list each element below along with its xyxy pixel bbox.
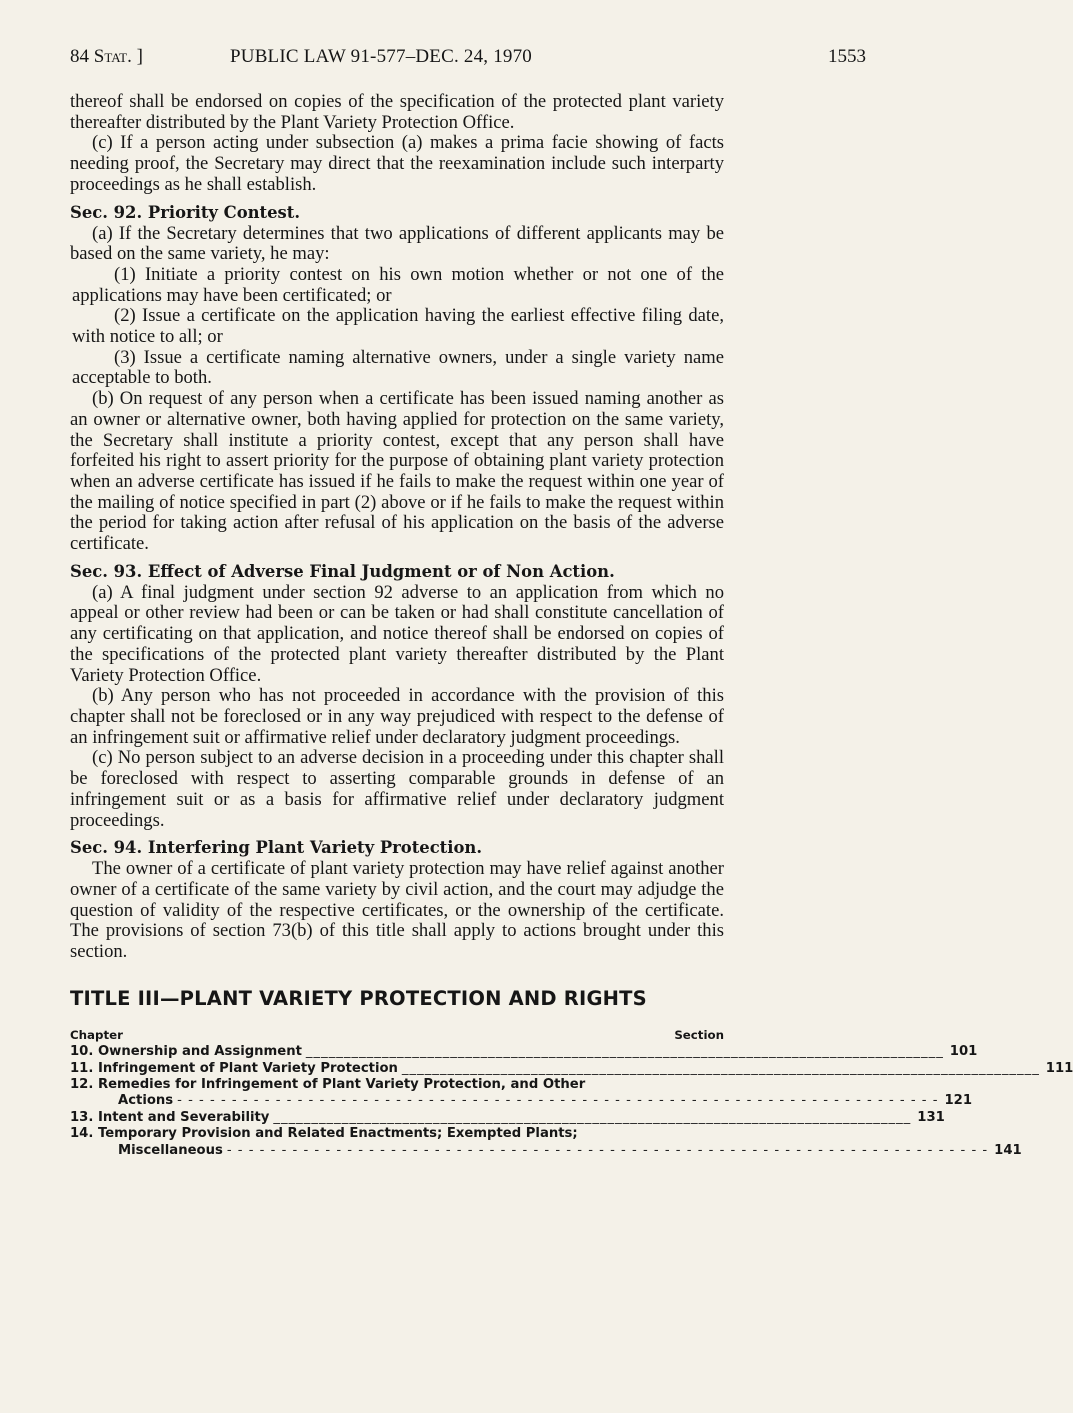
toc-leader: - - - - - - - - - - - - - - - - - - - - - - - - - - - - - - - - - - - - - - - - - - - - - - - - - - - - - - - - - - - - - - - - - - - - - - <box>177 1093 939 1109</box>
toc-leader: - - - - - - - - - - - - - - - - - - - - - - - - - - - - - - - - - - - - - - - - - - - - - - - - - - - - - - - - - - - - - - - - - - - - - - <box>226 1142 989 1158</box>
section-93-c: (c) No person subject to an adverse decision in a proceeding under this chapter shall be foreclosed with respect to asserting comparable grounds in defense of an infringement suit or as a basis for affirmative relief under declaratory judgment proceedings. <box>70 747 724 831</box>
section-92-a3-text: (3) Issue a certificate naming alternative owners, under a single variety name acceptable to both. <box>72 346 724 389</box>
statute-reference: 84 Stat. ] <box>70 46 143 67</box>
toc-row-continuation <box>70 1093 973 1109</box>
toc-row <box>70 1044 978 1060</box>
toc-leader: ____________________________________________________________________________________ <box>273 1109 912 1125</box>
toc-chapter-title: 14. Temporary Provision and Related Enactments; Exempted Plants; <box>70 1126 578 1142</box>
title-iii-heading: TITLE III—PLANT VARIETY PROTECTION AND RIGHTS <box>70 986 647 1010</box>
section-92-a2-text: (2) Issue a certificate on the application having the earliest effective filing date, with notice to all; or <box>72 305 724 348</box>
section-93-a: (a) A final judgment under section 92 adverse to an application from which no appeal or other review had been or can be taken or had shall constitute cancellation of any certificating on that application, and notice thereof shall be endorsed on copies of the specifications of the protected plant variety thereafter distributed by the Plant Variety Protection Office. <box>70 581 724 686</box>
section-94-text: The owner of a certificate of plant variety protection may have relief against another owner of a certificate of the same variety by civil action, and the court may adjudge the question of validity of the respective certificates, or the ownership of the certificate. The provisions of section 73(b) of this title shall apply to actions brought under this section. <box>70 858 724 963</box>
running-head <box>70 46 866 70</box>
toc-chapter-label: Chapter <box>70 1027 123 1042</box>
toc-section-number: 111 <box>1045 1060 1073 1076</box>
paragraph-c: (c) If a person acting under subsection (a) makes a prima facie showing of facts needing proof, the Secretary may direct that the reexamination include such interparty proceedings as he shall establish. <box>70 132 724 195</box>
toc-section-label: Section <box>674 1027 724 1042</box>
paragraph-continuation: thereof shall be endorsed on copies of the specification of the protected plant variety thereafter distributed by the Plant Variety Protection Office. <box>70 91 724 133</box>
section-92-heading: Sec. 92. Priority Contest. <box>70 202 301 222</box>
toc-leader: ____________________________________________________________________________________ <box>401 1060 1040 1076</box>
document-body <box>70 91 1073 1159</box>
section-94-heading: Sec. 94. Interfering Plant Variety Protection. <box>70 838 483 858</box>
toc-section-number: 141 <box>994 1142 1022 1158</box>
toc-section-number: 101 <box>949 1044 978 1060</box>
section-92-a1 <box>70 265 724 306</box>
toc-row <box>70 1077 724 1093</box>
toc-chapter-title: 10. Ownership and Assignment <box>70 1044 302 1060</box>
toc-chapter-title-cont: Actions <box>118 1093 174 1109</box>
toc-header <box>70 1027 724 1043</box>
toc-row <box>70 1126 724 1142</box>
toc-chapter-title: 12. Remedies for Infringement of Plant Variety Protection, and Other <box>70 1076 586 1092</box>
toc-row-continuation <box>70 1142 1022 1159</box>
section-92-b: (b) On request of any person when a certificate has been issued naming another as an owner or alternative owner, both having applied for protection on the same variety, the Secretary shall institute a priority contest, except that any person shall have forfeited his right to assert priority for the purpose of obtaining plant variety protection when an adverse certificate has issued if he fails to make the request within one year of the mailing of notice specified in part (2) above or if he fails to make the request within the period for taking action after refusal of his application on the basis of the adverse certificate. <box>70 388 724 555</box>
toc-row <box>70 1109 945 1126</box>
toc-row <box>70 1060 1073 1077</box>
section-93-b: (b) Any person who has not proceeded in accordance with the provision of this chapter shall not be foreclosed or in any way prejudiced with respect to the defense of an infringement suit or affirmative relief under declaratory judgment proceedings. <box>70 685 724 748</box>
toc-section-number: 121 <box>944 1093 973 1109</box>
section-93-heading: Sec. 93. Effect of Adverse Final Judgment or of Non Action. <box>70 561 615 581</box>
toc-chapter-title-cont: Miscellaneous <box>118 1142 223 1158</box>
toc-section-number: 131 <box>917 1109 945 1125</box>
section-92-a: (a) If the Secretary determines that two applications of different applicants may be based on the same variety, he may: <box>70 222 724 265</box>
toc-leader: ____________________________________________________________________________________ <box>305 1044 944 1060</box>
section-92-a1-text: (1) Initiate a priority contest on his own motion whether or not one of the applications may have been certificated; or <box>72 263 724 306</box>
table-of-contents <box>70 1027 1073 1159</box>
law-title: PUBLIC LAW 91-577–DEC. 24, 1970 <box>230 46 532 67</box>
page-number: 1553 <box>828 46 866 67</box>
toc-chapter-title: 13. Intent and Severability <box>70 1109 270 1125</box>
section-92-a3 <box>70 348 724 389</box>
toc-chapter-title: 11. Infringement of Plant Variety Protection <box>70 1060 398 1076</box>
section-92-a2 <box>70 306 724 347</box>
